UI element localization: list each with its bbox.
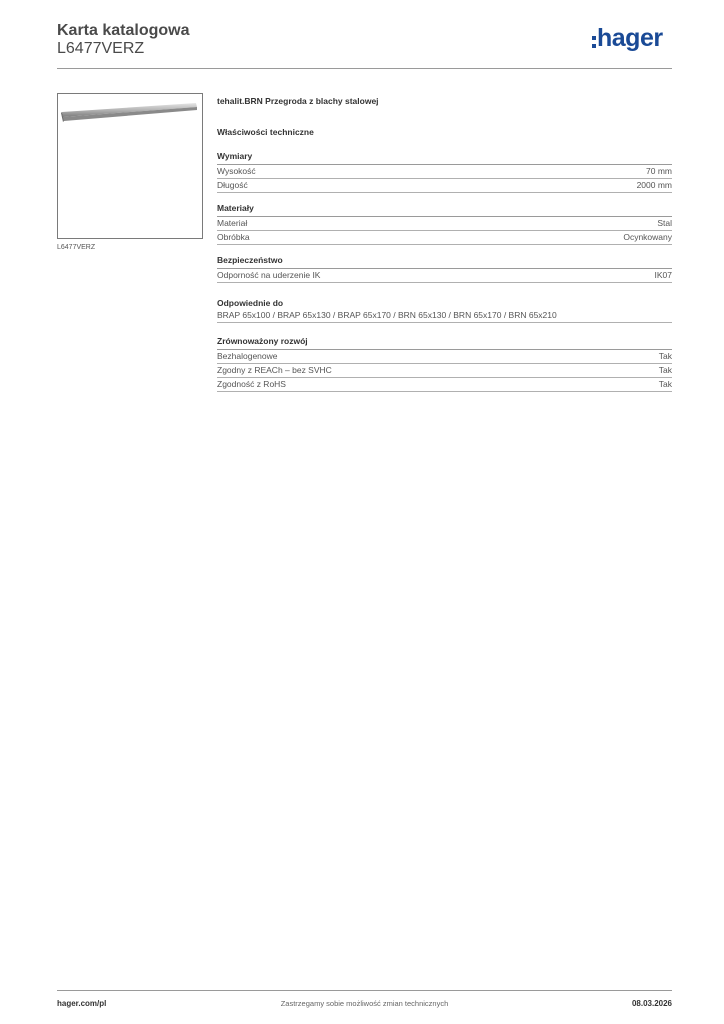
technical-properties-title: Właściwości techniczne — [217, 127, 314, 137]
section-title: Odpowiednie do — [217, 298, 284, 308]
row-value: 2000 mm — [636, 180, 672, 190]
hager-logo — [592, 24, 672, 54]
row-value: Stal — [657, 218, 672, 228]
steel-divider-picture — [58, 94, 202, 238]
section-title: Bezpieczeństwo — [217, 255, 672, 269]
table-row — [217, 378, 672, 392]
section-suitable-for — [217, 298, 672, 323]
row-label: Zgodność z RoHS — [217, 379, 286, 389]
product-details — [217, 96, 672, 392]
logo-dots-icon — [592, 36, 596, 52]
table-row — [217, 364, 672, 378]
section-title: Materiały — [217, 203, 672, 217]
table-row — [217, 231, 672, 245]
section-title: Wymiary — [217, 151, 672, 165]
row-value: 70 mm — [646, 166, 672, 176]
product-image — [57, 93, 203, 239]
section-dimensions — [217, 151, 672, 193]
row-label: Zgodny z REACh – bez SVHC — [217, 365, 332, 375]
section-safety — [217, 255, 672, 283]
page-header — [57, 20, 672, 69]
row-label: Odporność na uderzenie IK — [217, 270, 321, 280]
table-row — [217, 179, 672, 193]
section-title: Zrównoważony rozwój — [217, 336, 672, 350]
row-label: BRAP 65x100 / BRAP 65x130 / BRAP 65x170 / BRN 65x130 / BRN 65x170 / BRN 65x210 — [217, 310, 557, 320]
section-materials — [217, 203, 672, 245]
row-label: Długość — [217, 180, 248, 190]
row-value: Ocynkowany — [623, 232, 672, 242]
row-label: Obróbka — [217, 232, 250, 242]
image-caption: L6477VERZ — [57, 244, 96, 251]
row-label: Materiał — [217, 218, 248, 228]
footer-date: 08.03.2026 — [631, 999, 672, 1008]
row-value: Tak — [658, 379, 672, 389]
product-code: L6477VERZ — [57, 40, 145, 57]
row-value: Tak — [658, 351, 672, 361]
row-label: Wysokość — [217, 166, 256, 176]
table-row — [217, 269, 672, 283]
footer-note: Zastrzegamy sobie możliwość zmian technicznych — [280, 999, 449, 1008]
row-label: Bezhalogenowe — [217, 351, 278, 361]
product-name: tehalit.BRN Przegroda z blachy stalowej — [217, 96, 379, 106]
section-sustainability — [217, 336, 672, 392]
row-value: IK07 — [654, 270, 672, 280]
logo-text: hager — [597, 24, 663, 52]
page-footer — [57, 990, 672, 1011]
table-row — [217, 309, 672, 323]
footer-url[interactable]: hager.com/pl — [57, 999, 107, 1008]
table-row — [217, 350, 672, 364]
document-title: Karta katalogowa — [57, 22, 190, 39]
table-row — [217, 165, 672, 179]
table-row — [217, 217, 672, 231]
row-value: Tak — [658, 365, 672, 375]
